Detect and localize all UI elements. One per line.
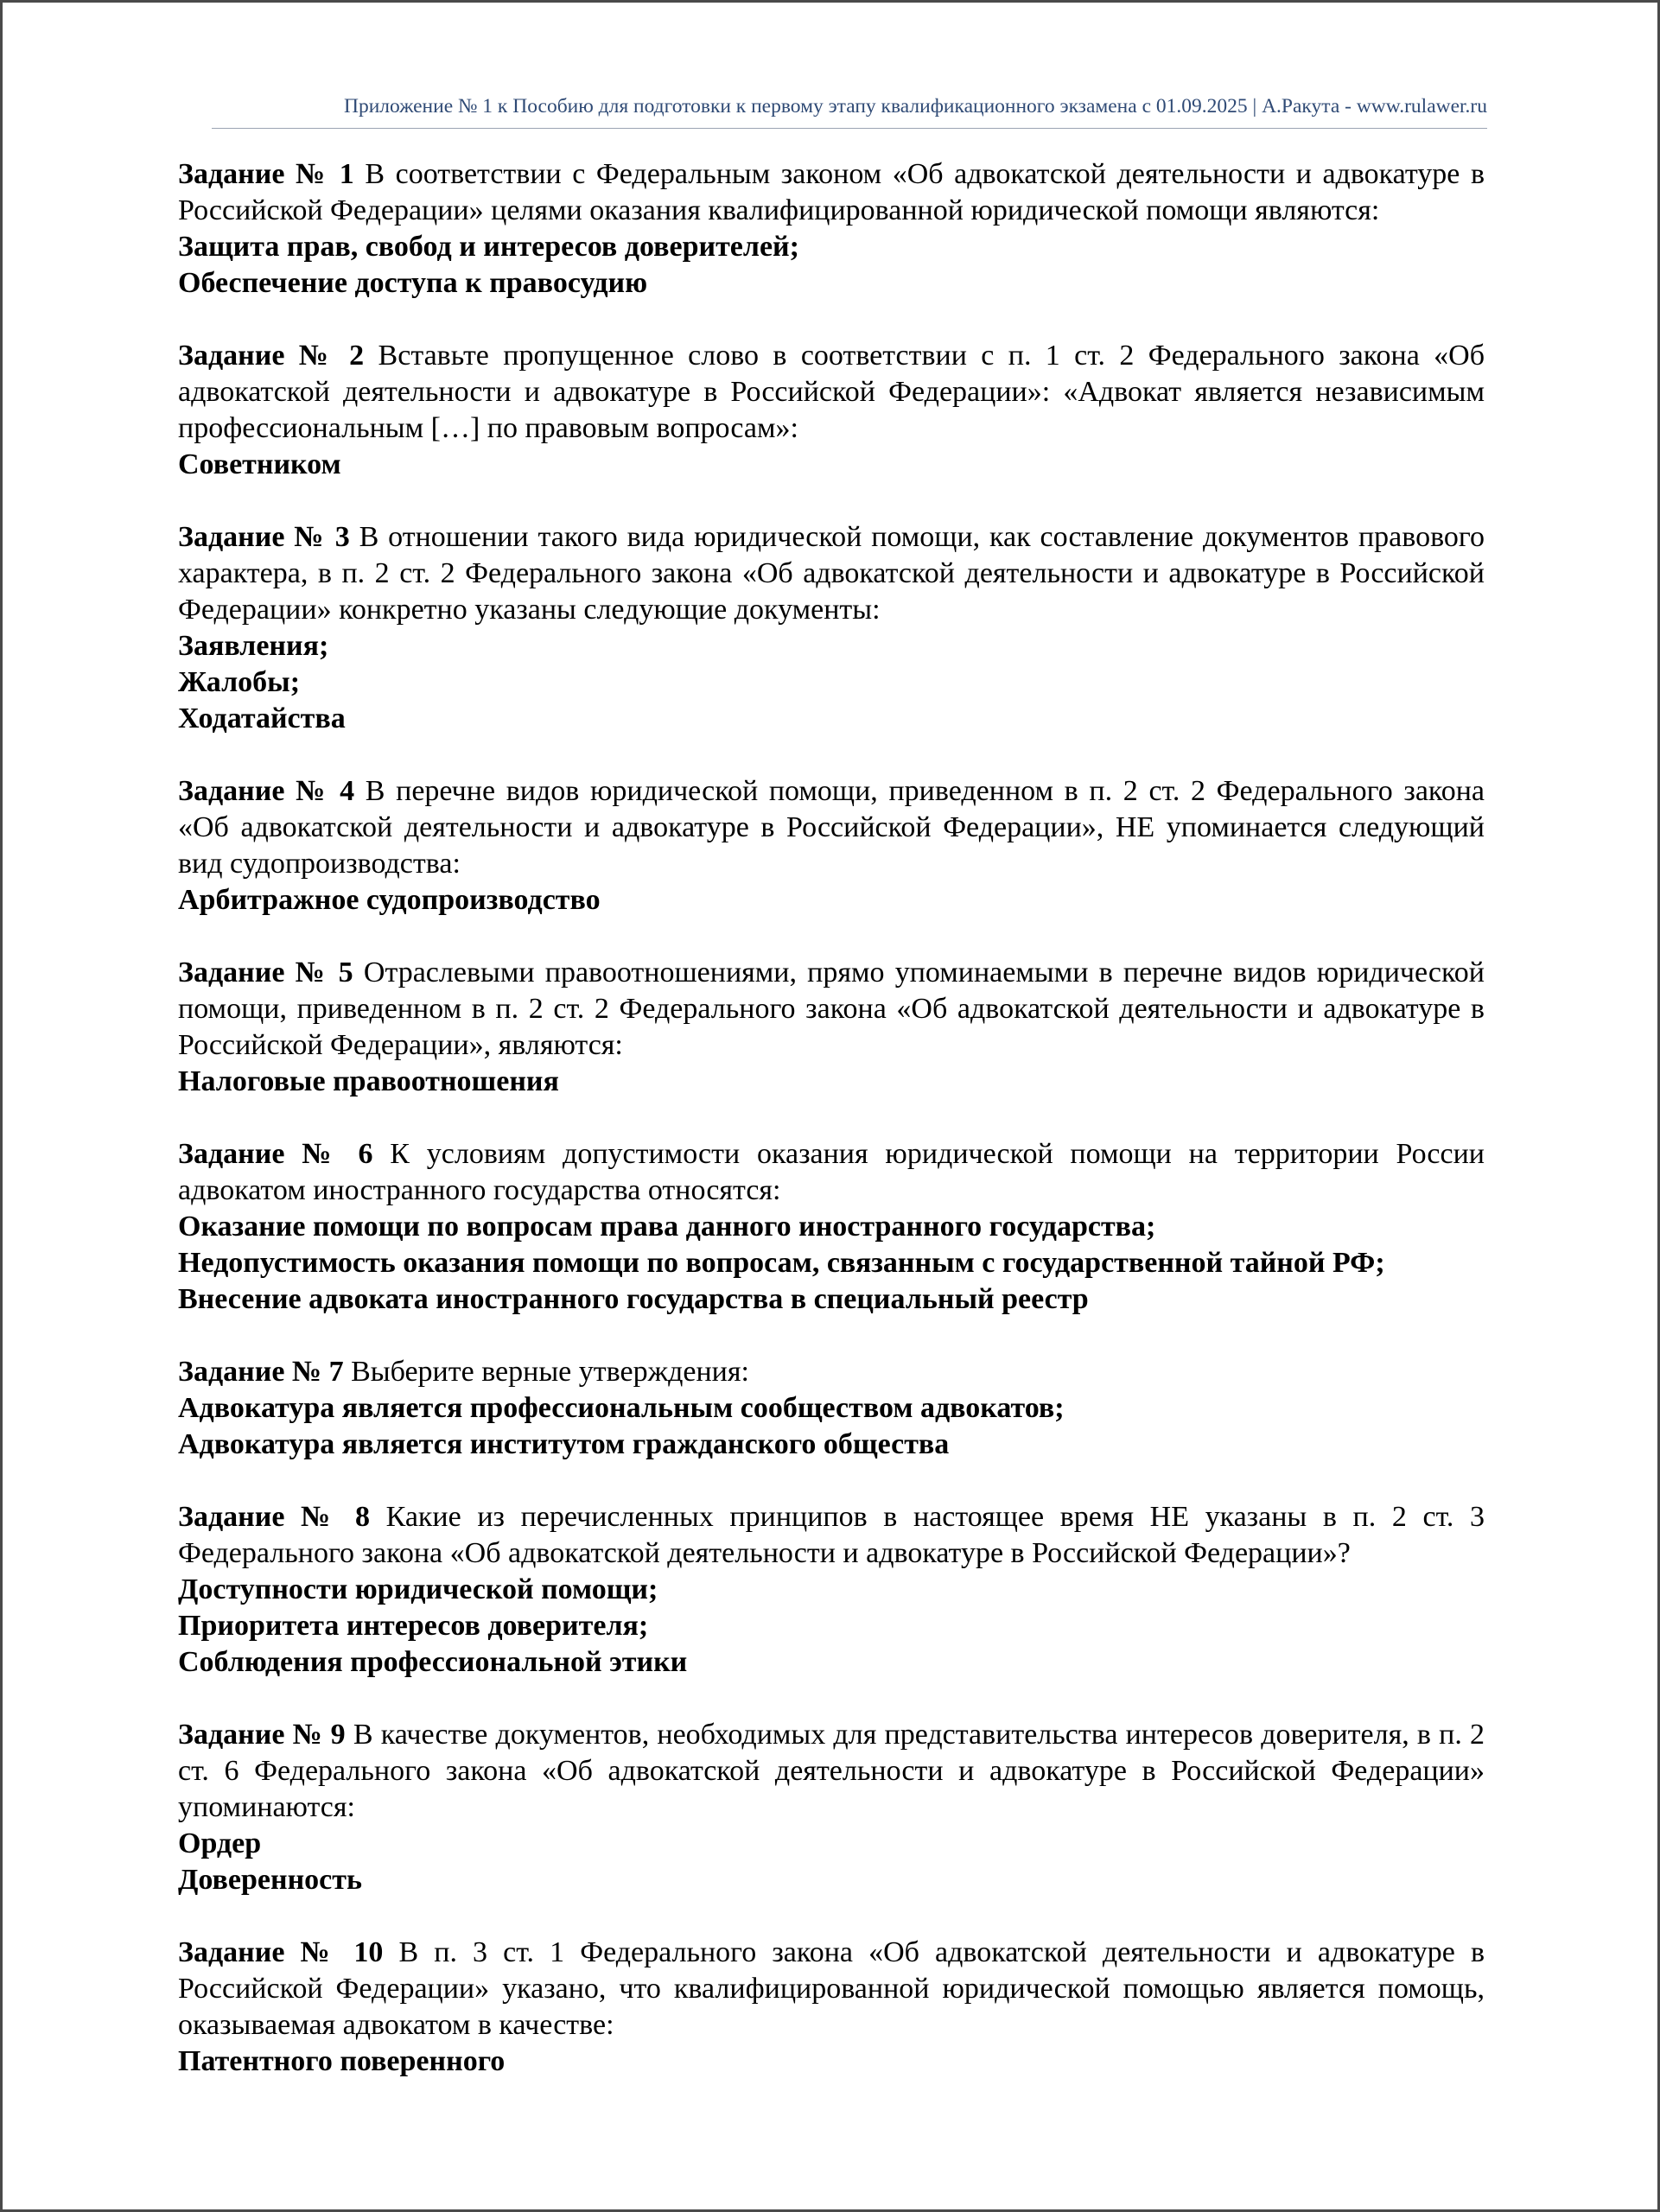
task-9 — [178, 1717, 1485, 1898]
task-label: Задание № 3 — [178, 521, 350, 553]
task-question — [178, 1354, 1485, 1390]
document-body — [178, 156, 1485, 2116]
task-answer: Патентного поверенного — [178, 2045, 506, 2077]
task-answer: Жалобы; — [178, 666, 301, 698]
task-6 — [178, 1136, 1485, 1318]
task-question-text: В отношении такого вида юридической помощи, как составление документов правового характера, в п. 2 ст. 2 Федерального закона «Об адвокатской деятельности и адвокатуре в Российской Федерации» конкретно указаны следующие документы: — [178, 521, 1485, 626]
task-question — [178, 1935, 1485, 2044]
task-question — [178, 1136, 1485, 1209]
task-question-text: Вставьте пропущенное слово в соответствии с п. 1 ст. 2 Федерального закона «Об адвокатской деятельности и адвокатуре в Российской Федерации»: «Адвокат является независимым профессиональным […] по правовым вопросам»: — [178, 340, 1485, 444]
task-3 — [178, 519, 1485, 737]
task-question-text: Какие из перечисленных принципов в настоящее время НЕ указаны в п. 2 ст. 3 Федерального закона «Об адвокатской деятельности и адвокатуре в Российской Федерации»? — [178, 1501, 1485, 1569]
task-label: Задание № 7 — [178, 1356, 344, 1388]
task-answer: Советником — [178, 448, 341, 480]
task-answer: Ходатайства — [178, 702, 346, 734]
task-answer: Доверенность — [178, 1864, 362, 1896]
task-question-text: В качестве документов, необходимых для представительства интересов доверителя, в п. 2 ст. 6 Федерального закона «Об адвокатской деятельности и адвокатуре в Российской Федерации» упоминаются: — [178, 1719, 1485, 1823]
task-question-text: В перечне видов юридической помощи, приведенном в п. 2 ст. 2 Федерального закона «Об адвокатской деятельности и адвокатуре в Российской Федерации», НЕ упоминается следующий вид судопроизводства: — [178, 775, 1485, 880]
task-question — [178, 1717, 1485, 1826]
task-question — [178, 1499, 1485, 1572]
task-question-text: Выберите верные утверждения: — [351, 1356, 749, 1388]
task-question — [178, 338, 1485, 447]
task-answer: Доступности юридической помощи; — [178, 1573, 658, 1605]
task-question-text: В соответствии с Федеральным законом «Об адвокатской деятельности и адвокатуре в Российской Федерации» целями оказания квалифицированной юридической помощи являются: — [178, 158, 1485, 226]
task-answer: Адвокатура является институтом гражданского общества — [178, 1428, 950, 1460]
task-label: Задание № 4 — [178, 775, 355, 807]
task-label: Задание № 10 — [178, 1936, 384, 1968]
task-2 — [178, 338, 1485, 483]
task-label: Задание № 6 — [178, 1138, 373, 1170]
task-question — [178, 156, 1485, 229]
task-answer: Ордер — [178, 1827, 262, 1859]
task-answer: Внесение адвоката иностранного государства в специальный реестр — [178, 1283, 1089, 1315]
task-answer: Адвокатура является профессиональным сообществом адвокатов; — [178, 1392, 1065, 1424]
task-answer: Приоритета интересов доверителя; — [178, 1610, 649, 1642]
task-question — [178, 519, 1485, 628]
task-label: Задание № 1 — [178, 158, 354, 190]
task-answer: Заявления; — [178, 630, 329, 662]
task-4 — [178, 773, 1485, 918]
task-question-text: К условиям допустимости оказания юридической помощи на территории России адвокатом иностранного государства относятся: — [178, 1138, 1485, 1206]
task-10 — [178, 1935, 1485, 2080]
page-header: Приложение № 1 к Пособию для подготовки к первому этапу квалификационного экзамена с 01.09.2025 | А.Ракута - www.rulawer.ru — [344, 95, 1487, 118]
task-answer: Обеспечение доступа к правосудию — [178, 267, 648, 299]
task-8 — [178, 1499, 1485, 1681]
task-label: Задание № 2 — [178, 340, 365, 372]
task-answer: Соблюдения профессиональной этики — [178, 1646, 688, 1678]
task-question — [178, 955, 1485, 1064]
header-divider — [212, 128, 1487, 129]
task-answer: Оказание помощи по вопросам права данного иностранного государства; — [178, 1211, 1156, 1243]
task-answer: Недопустимость оказания помощи по вопросам, связанным с государственной тайной РФ; — [178, 1247, 1385, 1279]
task-7 — [178, 1354, 1485, 1463]
task-label: Задание № 8 — [178, 1501, 370, 1533]
task-1 — [178, 156, 1485, 302]
task-question-text: Отраслевыми правоотношениями, прямо упоминаемыми в перечне видов юридической помощи, приведенном в п. 2 ст. 2 Федерального закона «Об адвокатской деятельности и адвокатуре в Российской Федерации», являются: — [178, 957, 1485, 1061]
task-answer: Налоговые правоотношения — [178, 1065, 559, 1097]
task-answer: Защита прав, свобод и интересов доверителей; — [178, 231, 799, 263]
task-question-text: В п. 3 ст. 1 Федерального закона «Об адвокатской деятельности и адвокатуре в Российской Федерации» указано, что квалифицированной юридической помощью является помощь, оказываемая адвокатом в качестве: — [178, 1936, 1485, 2041]
task-question — [178, 773, 1485, 882]
task-5 — [178, 955, 1485, 1100]
task-answer: Арбитражное судопроизводство — [178, 884, 601, 916]
task-label: Задание № 9 — [178, 1719, 346, 1751]
task-label: Задание № 5 — [178, 957, 353, 988]
